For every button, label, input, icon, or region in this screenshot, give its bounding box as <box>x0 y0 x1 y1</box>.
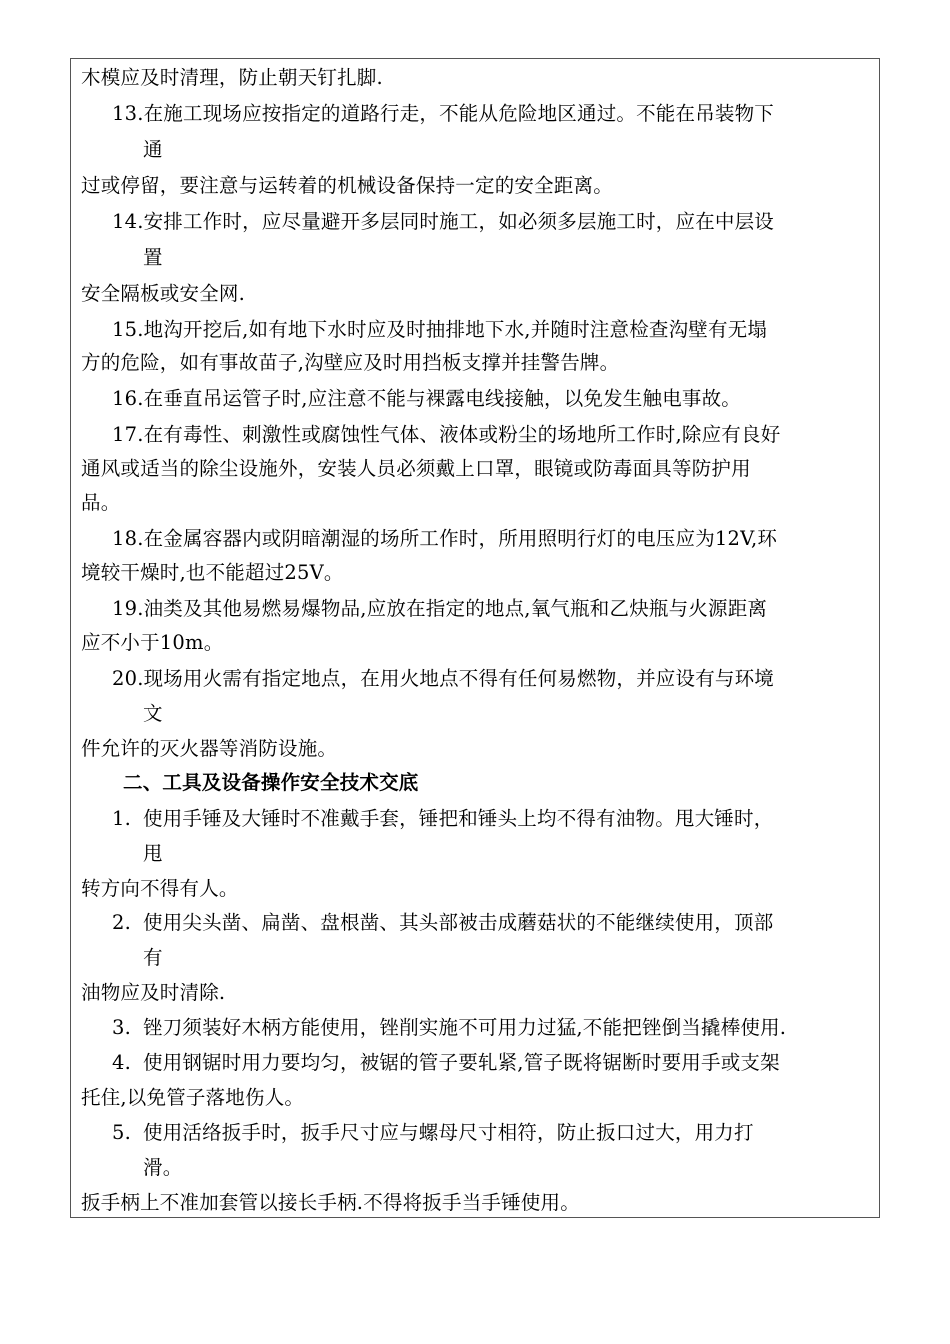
item-number: 4. <box>112 1051 132 1074</box>
text-line: 应不小于10m。 <box>81 631 224 654</box>
rule-20-wrap: 文 <box>143 702 163 725</box>
section-heading: 二、工具及设备操作安全技术交底 <box>123 771 419 794</box>
rule-13-wrap: 通 <box>143 138 163 161</box>
text-line: 油物应及时清除. <box>81 981 226 1004</box>
item-number: 1. <box>112 807 132 830</box>
tool-rule-3 <box>112 1015 786 1041</box>
rule-18: 18.在金属容器内或阴暗潮湿的场所工作时，所用照明行灯的电压应为12V,环 <box>112 527 778 550</box>
tool-rule-5 <box>112 1120 754 1146</box>
rule-16: 16.在垂直吊运管子时,应注意不能与裸露电线接触，以免发生触电事故。 <box>112 387 742 410</box>
rule-17: 17.在有毒性、刺激性或腐蚀性气体、液体或粉尘的场地所工作时,除应有良好 <box>112 423 781 446</box>
text-line: 通风或适当的除尘设施外，安装人员必须戴上口罩，眼镜或防毒面具等防护用 <box>81 457 751 480</box>
rule-14-wrap: 置 <box>143 246 163 269</box>
rule-19: 19.油类及其他易燃易爆物品,应放在指定的地点,氧气瓶和乙炔瓶与火源距离 <box>112 597 768 620</box>
text-line: 扳手柄上不准加套管以接长手柄.不得将扳手当手锤使用。 <box>81 1191 580 1214</box>
rule-14: 14.安排工作时，应尽量避开多层同时施工，如必须多层施工时，应在中层设 <box>112 210 775 233</box>
tool-rule-1 <box>112 806 773 832</box>
item-number: 3. <box>112 1016 132 1039</box>
text-line: 转方向不得有人。 <box>81 877 239 900</box>
text-line: 过或停留，要注意与运转着的机械设备保持一定的安全距离。 <box>81 174 613 197</box>
item-text: 使用活络扳手时，扳手尺寸应与螺母尺寸相符，防止扳口过大，用力打 <box>143 1121 754 1144</box>
text-line: 木模应及时清理，防止朝天钉扎脚. <box>81 66 383 89</box>
text-line: 件允许的灭火器等消防设施。 <box>81 737 338 760</box>
text-line: 境较干燥时,也不能超过25V。 <box>81 561 344 584</box>
item-text: 锉刀须装好木柄方能使用，锉削实施不可用力过猛,不能把锉倒当撬棒使用. <box>143 1016 787 1039</box>
item-number: 2. <box>112 911 132 934</box>
tool-rule-1-wrap: 甩 <box>143 842 163 865</box>
rule-20: 20.现场用火需有指定地点，在用火地点不得有任何易燃物，并应设有与环境 <box>112 667 775 690</box>
tool-rule-2 <box>112 910 773 936</box>
tool-rule-4 <box>112 1050 780 1076</box>
text-line: 安全隔板或安全网. <box>81 282 245 305</box>
rule-15: 15.地沟开挖后,如有地下水时应及时抽排地下水,并随时注意检查沟壁有无塌 <box>112 318 768 341</box>
text-line: 方的危险，如有事故苗子,沟壁应及时用挡板支撑并挂警告牌。 <box>81 351 620 374</box>
rule-13: 13.在施工现场应按指定的道路行走，不能从危险地区通过。不能在吊装物下 <box>112 102 775 125</box>
tool-rule-5-wrap: 滑。 <box>143 1156 183 1179</box>
text-line: 托住,以免管子落地伤人。 <box>81 1086 305 1109</box>
item-text: 使用尖头凿、扁凿、盘根凿、其头部被击成蘑菇状的不能继续使用，顶部 <box>143 911 774 934</box>
text-line: 品。 <box>81 491 121 514</box>
item-text: 使用钢锯时用力要均匀，被锯的管子要轧紧,管子既将锯断时要用手或支架 <box>143 1051 780 1074</box>
tool-rule-2-wrap: 有 <box>143 946 163 969</box>
item-number: 5. <box>112 1121 132 1144</box>
item-text: 使用手锤及大锤时不准戴手套，锤把和锤头上均不得有油物。甩大锤时， <box>143 807 774 830</box>
